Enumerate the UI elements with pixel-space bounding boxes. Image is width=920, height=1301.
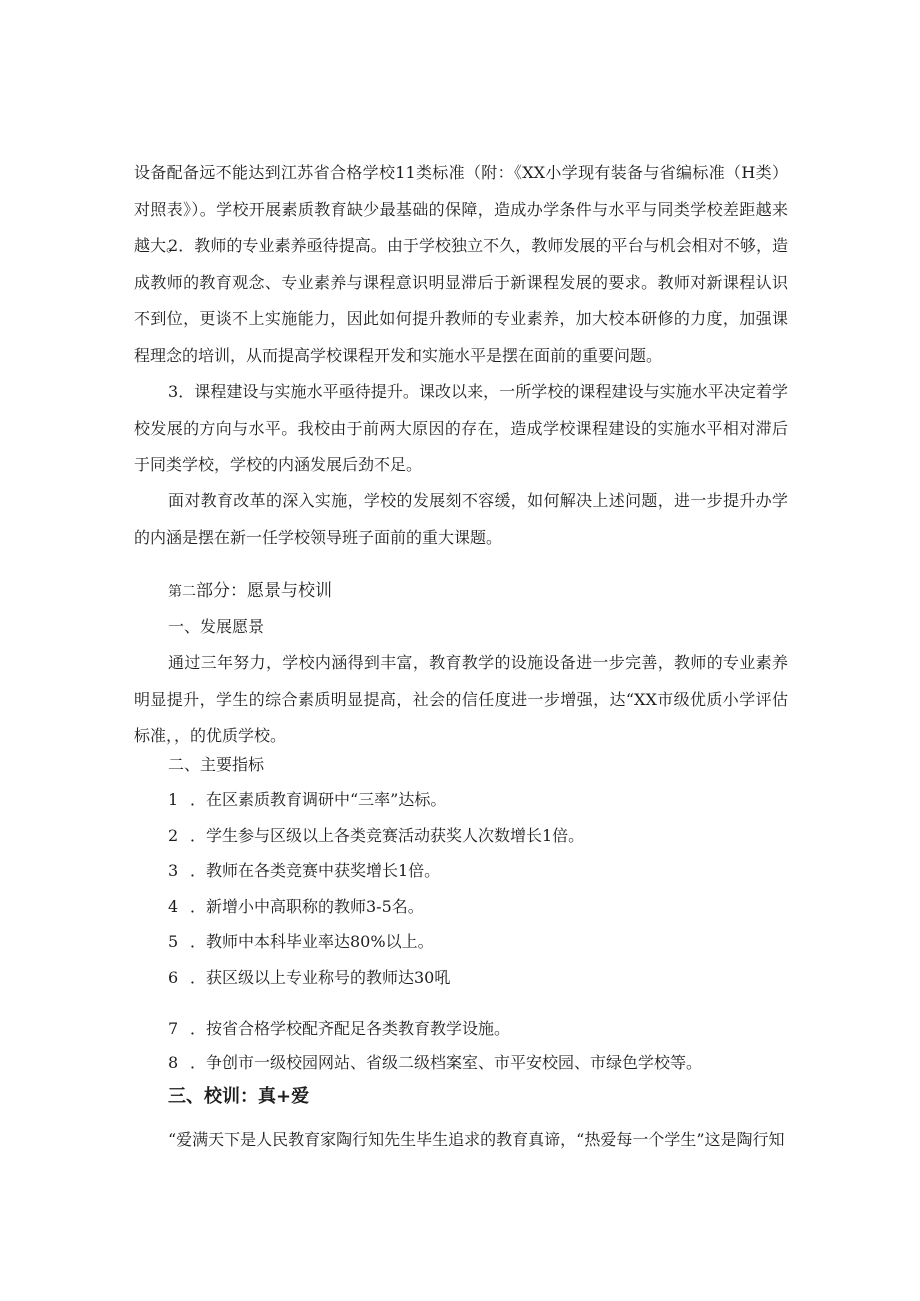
intro-paragraph-1: 设备配备远不能达到江苏省合格学校11类标准（附：《XX小学现有装备与省编标准（H类）对照表》）。学校开展素质教育缺少最基础的保障，造成办学条件与水平与同类学校差距越来越大。 <box>134 163 788 255</box>
indicator-text: ．按省合格学校配齐配足各类教育教学设施。 <box>190 1019 511 1038</box>
intro-paragraph-4: 面对教育改革的深入实施，学校的发展刻不容缓，如何解决上述问题，进一步提升办学的内涵是摆在新一任学校领导班子面前的重大课题。 <box>134 491 788 547</box>
indicator-item <box>168 824 584 848</box>
vision-paragraph: 通过三年努力，学校内涵得到丰富，教育教学的设施设备进一步完善，教师的专业素养明显提升，学生的综合素质明显提高，社会的信任度进一步增强，达“XX市级优质小学评估标准，，的优质学校。 <box>134 653 788 745</box>
indicator-item <box>168 788 446 812</box>
indicator-number: 5 <box>168 932 179 951</box>
indicator-item <box>168 859 440 883</box>
indicator-text: ．在区素质教育调研中“三率”达标。 <box>190 790 447 809</box>
indicator-item <box>168 966 450 990</box>
indicator-number: 2 <box>168 826 179 845</box>
indicator-text: ．教师中本科毕业率达80%以上。 <box>190 932 434 951</box>
intro-paragraph-2: 2．教师的专业素养亟待提高。由于学校独立不久，教师发展的平台与机会相对不够，造成教师的教育观念、专业素养与课程意识明显滞后于新课程发展的要求。教师对新课程认识不到位，更谈不上实施能力，因此如何提升教师的专业素养，加大校本研修的力度，加强课程理念的培训，从而提高学校课程开发和实施水平是摆在面前的重要问题。 <box>134 236 788 365</box>
motto-paragraph: “爱满天下是人民教育家陶行知先生毕生追求的教育真谛，“热爱每一个学生”这是陶行知 <box>168 1130 785 1149</box>
indicator-text: ．教师在各类竞赛中获奖增长1倍。 <box>190 861 441 880</box>
indicator-text: ．获区级以上专业称号的教师达30吼 <box>190 968 451 987</box>
indicator-number: 8 <box>168 1053 179 1072</box>
indicators-heading: 二、主要指标 <box>168 755 265 774</box>
intro-paragraph-3: 3．课程建设与实施水平亟待提升。课改以来，一所学校的课程建设与实施水平决定着学校发展的方向与水平。我校由于前两大原因的存在，造成学校课程建设的实施水平相对滞后于同类学校，学校的内涵发展后劲不足。 <box>134 382 788 474</box>
indicator-item <box>168 930 434 954</box>
indicator-text: ．争创市一级校园网站、省级二级档案室、市平安校园、市绿色学校等。 <box>190 1053 703 1072</box>
indicator-number: 6 <box>168 968 179 987</box>
indicator-text: ．新增小中高职称的教师3-5名。 <box>190 897 424 916</box>
indicator-item <box>168 895 424 919</box>
part-two-heading-prefix: 第二 <box>168 584 196 600</box>
indicator-item <box>168 1017 510 1041</box>
indicator-number: 3 <box>168 861 179 880</box>
part-two-heading-main: 部分：愿景与校训 <box>196 581 332 601</box>
part-two-heading <box>168 578 332 605</box>
indicator-number: 1 <box>168 790 179 809</box>
vision-heading: 一、发展愿景 <box>168 617 265 636</box>
indicator-number: 4 <box>168 897 179 916</box>
indicator-text: ．学生参与区级以上各类竞赛活动获奖人次数增长1倍。 <box>190 826 585 845</box>
indicator-number: 7 <box>168 1019 179 1038</box>
motto-heading: 三、校训：真+爱 <box>168 1086 310 1107</box>
indicator-item <box>168 1051 702 1075</box>
